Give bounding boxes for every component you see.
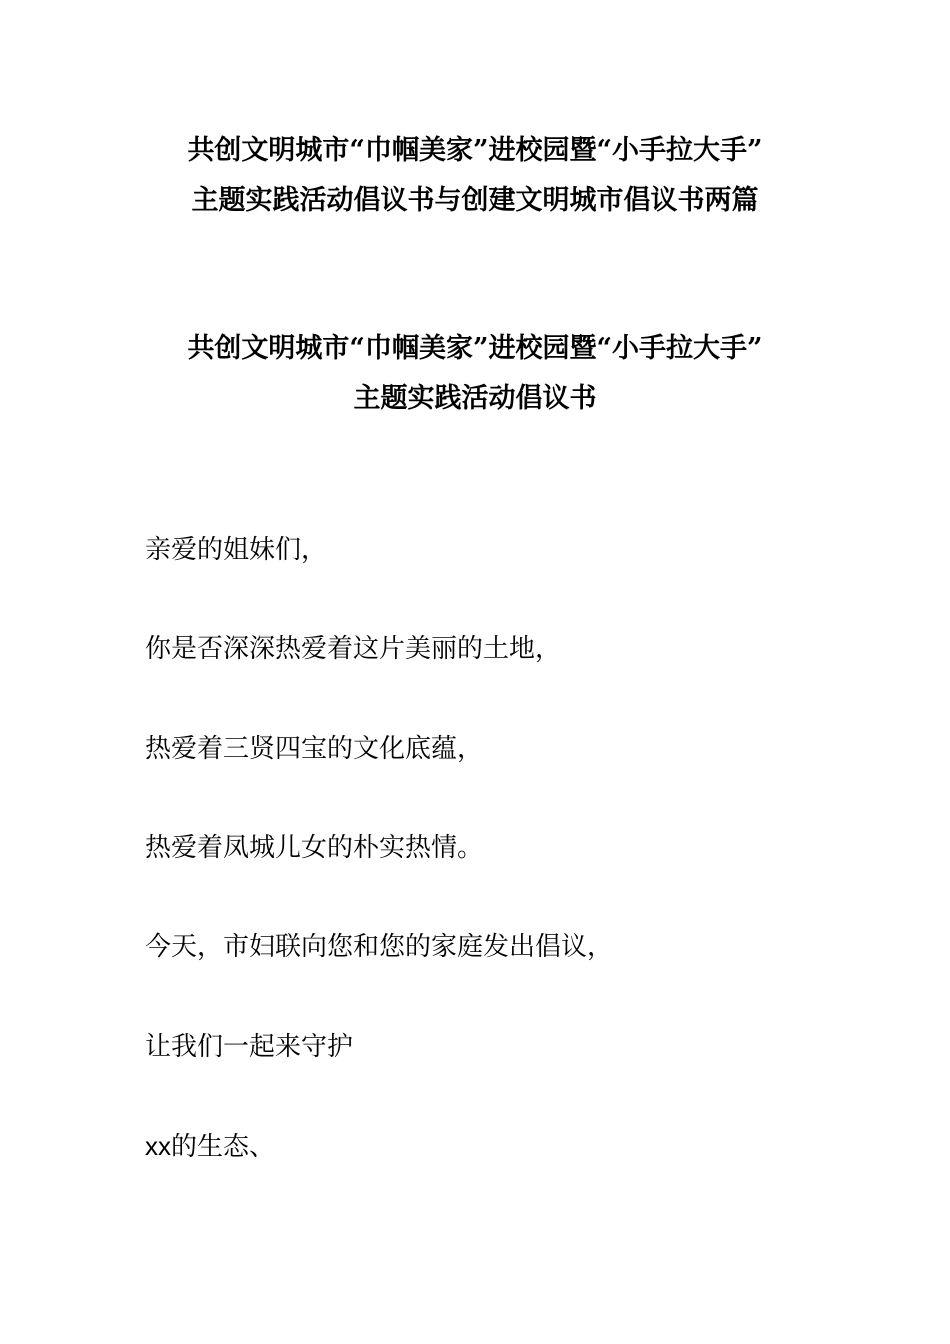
section-title-line-1: 共创文明城市“巾帼美家”进校园暨“小手拉大手” [187,333,763,364]
document-title [0,126,950,226]
paragraph-7-text: 的生态、 [171,1132,276,1162]
paragraph-4: 热爱着凤城儿女的朴实热情。 [145,833,484,863]
paragraph-2: 你是否深深热爱着这片美丽的土地， [145,634,562,664]
section-title [0,324,950,424]
paragraph-greeting: 亲爱的姐妹们， [145,535,328,565]
paragraph-6: 让我们一起来守护 [145,1032,354,1062]
placeholder-xx: xx [145,1131,171,1161]
document-title-line-2: 主题实践活动倡议书与创建文明城市倡议书两篇 [191,185,759,216]
paragraph-7 [145,1128,275,1165]
paragraph-3: 热爱着三贤四宝的文化底蕴， [145,734,484,764]
paragraph-5: 今天，市妇联向您和您的家庭发出倡议， [145,932,614,962]
document-title-line-1: 共创文明城市“巾帼美家”进校园暨“小手拉大手” [187,135,763,166]
section-title-line-2: 主题实践活动倡议书 [353,383,597,414]
